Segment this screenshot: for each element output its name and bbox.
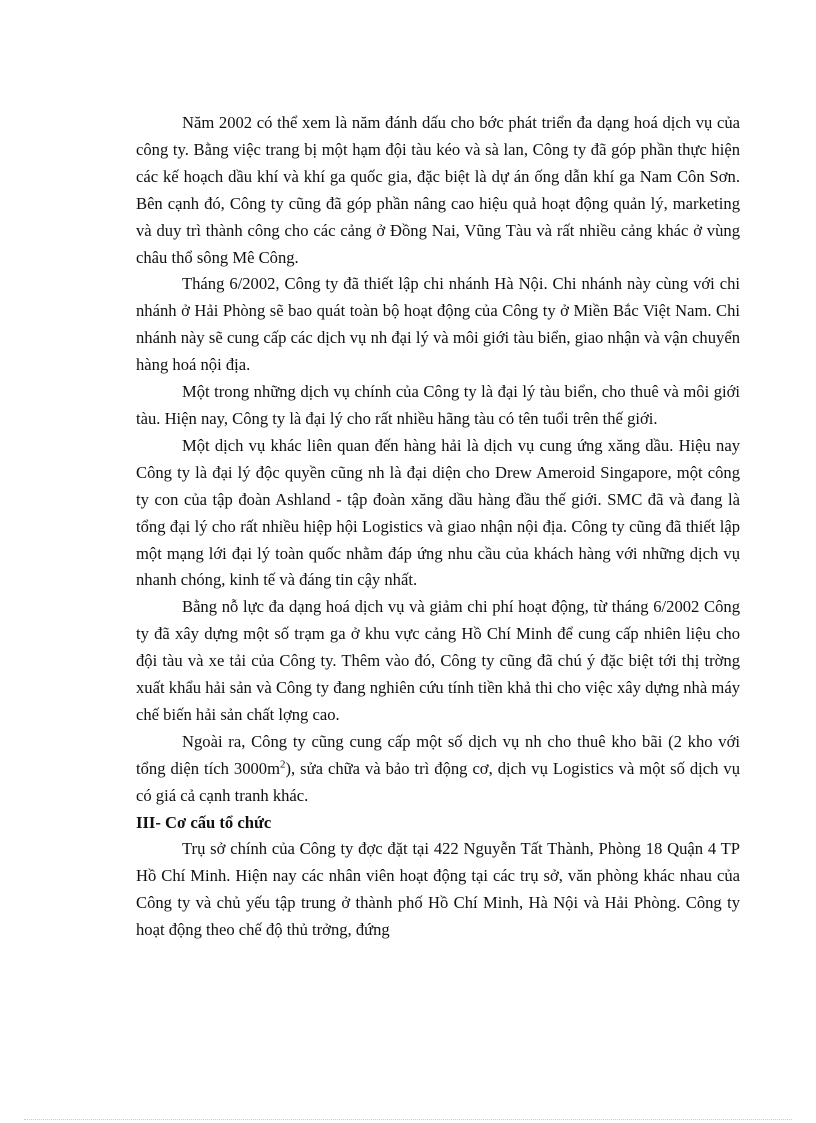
document-body: [136, 110, 740, 944]
paragraph-2: Tháng 6/2002, Công ty đã thiết lập chi nhánh Hà Nội. Chi nhánh này cùng với chi nhánh ở Hải Phòng sẽ bao quát toàn bộ hoạt động của Công ty ở Miền Bắc Việt Nam. Chi nhánh này sẽ cung cấp các dịch vụ nh đại lý và môi giới tàu biển, giao nhận và vận chuyển hàng hoá nội địa.: [136, 274, 740, 375]
superscript-squared: 2: [280, 758, 286, 771]
paragraph-6-text-after: ), sửa chữa và bảo trì động cơ, dịch vụ Logistics và một số dịch vụ có giá cả cạnh tranh khác.: [136, 758, 740, 805]
page-bottom-divider: [24, 1119, 792, 1120]
paragraph-5: Bằng nỗ lực đa dạng hoá dịch vụ và giảm chi phí hoạt động, từ tháng 6/2002 Công ty đã xây dựng một số trạm ga ở khu vực cảng Hồ Chí Minh để cung cấp nhiên liệu cho đội tàu và xe tải của Công ty. Thêm vào đó, Công ty cũng đã chú ý đặc biệt tới thị trờng xuất khẩu hải sản và Công ty đang nghiên cứu tính tiền khả thi cho việc xây dựng nhà máy chế biến hải sản chất lợng cao.: [136, 597, 740, 724]
paragraph-6-text-before: Ngoài ra, Công ty cũng cung cấp một số dịch vụ nh cho thuê kho bãi (2 kho với tổng diện tích 3000m: [136, 731, 740, 778]
paragraph-1: Năm 2002 có thể xem là năm đánh dấu cho bớc phát triển đa dạng hoá dịch vụ của công ty. Bằng việc trang bị một hạm đội tàu kéo và sà lan, Công ty đã góp phần thực hiện các kế hoạch dầu khí và khí ga quốc gia, đặc biệt là dự án ống dẫn khí ga Nam Côn Sơn. Bên cạnh đó, Công ty cũng đã góp phần nâng cao hiệu quả hoạt động quản lý, marketing và duy trì thành công cho các cảng ở Đồng Nai, Vũng Tàu và rất nhiều cảng khác ở vùng châu thổ sông Mê Công.: [136, 113, 740, 267]
paragraph-4: Một dịch vụ khác liên quan đến hàng hải là dịch vụ cung ứng xăng dầu. Hiệu nay Công ty là đại lý độc quyền cũng nh là đại diện cho Drew Ameroid Singapore, một công ty con của tập đoàn Ashland - tập đoàn xăng dầu hàng đầu thế giới. SMC đã và đang là tổng đại lý cho rất nhiều hiệp hội Logistics và giao nhận nội địa. Công ty cũng đã thiết lập một mạng lới đại lý toàn quốc nhằm đáp ứng nhu cầu của khách hàng với những dịch vụ nhanh chóng, kinh tế và đáng tin cậy nhất.: [136, 435, 740, 590]
paragraph-7: Trụ sở chính của Công ty đợc đặt tại 422 Nguyễn Tất Thành, Phòng 18 Quận 4 TP Hồ Chí Minh. Hiện nay các nhân viên hoạt động tại các trụ sở, văn phòng khác nhau của Công ty và chủ yếu tập trung ở thành phố Hồ Chí Minh, Hà Nội và Hải Phòng. Công ty hoạt động theo chế độ thủ trởng, đứng: [136, 839, 740, 940]
section-heading: III- Cơ cấu tổ chức: [136, 812, 272, 832]
paragraph-6: [136, 729, 740, 810]
paragraph-3: Một trong những dịch vụ chính của Công ty là đại lý tàu biển, cho thuê và môi giới tàu. Hiện nay, Công ty là đại lý cho rất nhiều hãng tàu có tên tuổi trên thế giới.: [136, 382, 740, 428]
